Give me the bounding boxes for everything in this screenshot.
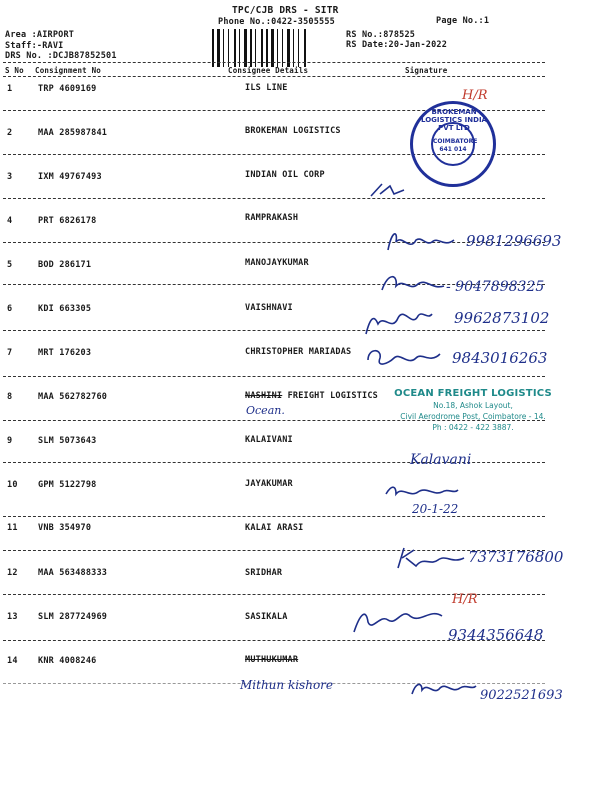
stamp-address: No.18, Ashok Layout, bbox=[433, 401, 513, 410]
row-sno: 4 bbox=[7, 216, 13, 226]
row-consignment: BOD 286171 bbox=[38, 260, 92, 270]
row-consignee: KALAI ARASI bbox=[245, 523, 304, 533]
signature-scribble bbox=[384, 226, 464, 254]
drs-number: DRS No. :DCJB87852501 bbox=[5, 51, 117, 61]
row-consignee: MANOJAYKUMAR bbox=[245, 258, 309, 268]
row-sno: 9 bbox=[7, 436, 13, 446]
row-consignment: TRP 4609169 bbox=[38, 84, 97, 94]
row-consignee: RAMPRAKASH bbox=[245, 213, 299, 223]
divider bbox=[3, 62, 545, 63]
row-consignment: SLM 5073643 bbox=[38, 436, 97, 446]
row-sno: 6 bbox=[7, 304, 13, 314]
handwritten-name: Mithun kishore bbox=[240, 678, 334, 692]
row-consignee: SRIDHAR bbox=[245, 568, 283, 578]
stamp-inner-circle bbox=[431, 122, 478, 166]
signature-scribble bbox=[378, 268, 448, 296]
row-consignee bbox=[245, 391, 378, 401]
divider bbox=[3, 198, 545, 199]
row-sno: 10 bbox=[7, 480, 18, 490]
document-title: TPC/CJB DRS - SITR bbox=[232, 5, 339, 16]
row-consignee: CHRISTOPHER MARIADAS bbox=[245, 347, 352, 357]
row-consignment: MAA 562782760 bbox=[38, 392, 108, 402]
stamp-company: OCEAN FREIGHT LOGISTICS bbox=[394, 388, 552, 399]
row-sno: 11 bbox=[7, 523, 18, 533]
row-consignment: GPM 5122798 bbox=[38, 480, 97, 490]
divider bbox=[3, 330, 545, 331]
handwritten-name: Kalavani bbox=[410, 452, 472, 468]
col-signature: Signature bbox=[405, 66, 448, 75]
page-number: Page No.:1 bbox=[436, 16, 490, 26]
row-sno: 7 bbox=[7, 348, 13, 358]
row-consignment: MAA 563488333 bbox=[38, 568, 108, 578]
row-consignee: INDIAN OIL CORP bbox=[245, 170, 325, 180]
row-sno: 5 bbox=[7, 260, 13, 270]
stamp-address: Civil Aerodrome Post, Coimbatore - 14. bbox=[400, 412, 546, 421]
row-sno: 1 bbox=[7, 84, 13, 94]
handwritten-phone: 9344356648 bbox=[448, 626, 544, 644]
row-consignment: IXM 49767493 bbox=[38, 172, 102, 182]
row-consignment: VNB 354970 bbox=[38, 523, 92, 533]
handwritten-note: Ocean. bbox=[246, 404, 285, 417]
staff-label: Staff:-RAVI bbox=[5, 41, 64, 51]
signature-scribble bbox=[368, 176, 408, 204]
row-consignee: VAISHNAVI bbox=[245, 303, 293, 313]
row-consignment: MAA 285987841 bbox=[38, 128, 108, 138]
stamp-pin: 641 014 bbox=[439, 146, 467, 153]
row-consignee: MUTHUKUMAR bbox=[245, 655, 299, 665]
ocean-freight-stamp bbox=[388, 388, 558, 432]
row-consignee: KALAIVANI bbox=[245, 435, 293, 445]
row-consignee: SASIKALA bbox=[245, 612, 288, 622]
consignee-name: FREIGHT LOGISTICS bbox=[287, 391, 378, 401]
divider bbox=[3, 376, 545, 377]
handwritten-phone: 9843016263 bbox=[452, 349, 548, 367]
signature-scribble bbox=[350, 602, 446, 638]
handwritten-date: 20-1-22 bbox=[412, 502, 459, 516]
row-consignment: PRT 6826178 bbox=[38, 216, 97, 226]
col-sno: S No bbox=[5, 66, 24, 75]
row-consignment: SLM 287724969 bbox=[38, 612, 108, 622]
stamp-city: COIMBATORE bbox=[433, 138, 478, 145]
row-sno: 2 bbox=[7, 128, 13, 138]
hr-mark: H/R bbox=[462, 88, 488, 103]
row-sno: 8 bbox=[7, 392, 13, 402]
company-round-stamp bbox=[410, 101, 496, 187]
signature-scribble bbox=[362, 302, 434, 338]
handwritten-phone: - 9047898325 bbox=[446, 279, 545, 295]
row-consignment: KNR 4008246 bbox=[38, 656, 97, 666]
rs-number: RS No.:878525 bbox=[346, 30, 416, 40]
row-sno: 14 bbox=[7, 656, 18, 666]
signature-scribble bbox=[394, 544, 468, 570]
stamp-phone: Ph : 0422 - 422 3887. bbox=[432, 423, 514, 432]
divider bbox=[3, 76, 545, 77]
divider bbox=[3, 516, 545, 517]
row-sno: 3 bbox=[7, 172, 13, 182]
handwritten-phone: 9962873102 bbox=[454, 309, 550, 327]
hr-mark: H/R bbox=[452, 592, 478, 607]
signature-scribble bbox=[364, 346, 444, 372]
row-sno: 13 bbox=[7, 612, 18, 622]
rs-date: RS Date:20-Jan-2022 bbox=[346, 40, 448, 50]
row-consignee: ILS LINE bbox=[245, 83, 288, 93]
handwritten-phone: 9981296693 bbox=[466, 232, 562, 250]
col-consignment: Consignment No bbox=[35, 66, 102, 75]
row-consignment: MRT 176203 bbox=[38, 348, 92, 358]
row-consignee: JAYAKUMAR bbox=[245, 479, 293, 489]
signature-scribble bbox=[382, 482, 462, 500]
struck-name: NASHINI bbox=[245, 391, 283, 401]
signature-scribble bbox=[408, 676, 480, 702]
row-consignee: BROKEMAN LOGISTICS bbox=[245, 126, 341, 136]
handwritten-phone: 9022521693 bbox=[480, 688, 563, 703]
stamp-ring-text: BROKEMAN LOGISTICS INDIA PVT LTD bbox=[421, 108, 487, 132]
area-label: Area :AIRPORT bbox=[5, 30, 75, 40]
row-sno: 12 bbox=[7, 568, 18, 578]
phone-number: Phone No.:0422-3505555 bbox=[218, 17, 335, 27]
row-consignment: KDI 663305 bbox=[38, 304, 92, 314]
handwritten-phone: 7373176800 bbox=[468, 548, 564, 566]
col-consignee: Consignee Details bbox=[228, 66, 309, 75]
